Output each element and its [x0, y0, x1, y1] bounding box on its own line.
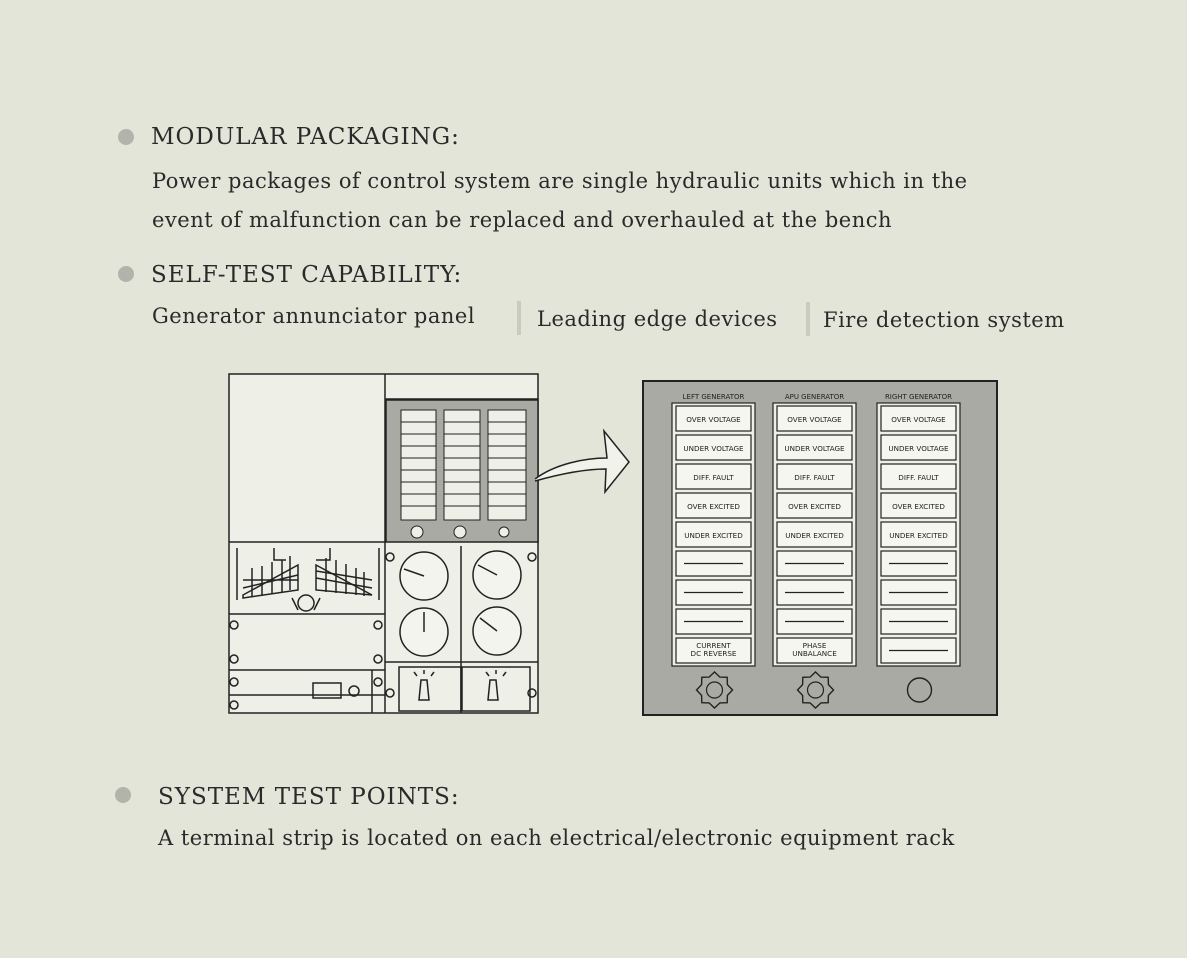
annunciator-light-label: DIFF. FAULT [898, 473, 939, 482]
annunciator-column-title: LEFT GENERATOR [682, 393, 745, 401]
section-heading-self-test: SELF-TEST CAPABILITY: [151, 262, 463, 288]
self-test-item-fire-detection: Fire detection system [823, 308, 1065, 332]
section-text-line: event of malfunction can be replaced and overhauled at the bench [152, 208, 893, 232]
annunciator-column-title: APU GENERATOR [784, 393, 845, 401]
annunciator-light-label: PHASE [802, 641, 827, 650]
annunciator-light-label: CURRENT [696, 641, 731, 650]
annunciator-light-label: UNDER VOLTAGE [888, 444, 949, 453]
annunciator-light-label: DC REVERSE [690, 649, 737, 658]
annunciator-light-label: UNDER EXCITED [684, 531, 743, 540]
annunciator-light-label: OVER VOLTAGE [686, 415, 741, 424]
annunciator-light-label: DIFF. FAULT [693, 473, 734, 482]
annunciator-light-label: OVER EXCITED [892, 502, 945, 511]
section-text-line: Power packages of control system are single hydraulic units which in the [152, 169, 968, 193]
self-test-item-generator: Generator annunciator panel [152, 304, 476, 328]
annunciator-light-label: UNDER EXCITED [785, 531, 844, 540]
section-heading-modular-packaging: MODULAR PACKAGING: [151, 124, 460, 150]
annunciator-light-label: OVER EXCITED [788, 502, 841, 511]
annunciator-light-label: OVER VOLTAGE [787, 415, 842, 424]
annunciator-light-label: UNDER VOLTAGE [784, 444, 845, 453]
rack-annunciator-lights [401, 410, 526, 538]
annunciator-light-label: UNDER EXCITED [889, 531, 948, 540]
section-text-line: A terminal strip is located on each electrical/electronic equipment rack [158, 826, 955, 850]
annunciator-light-label: OVER VOLTAGE [891, 415, 946, 424]
annunciator-light-label: OVER EXCITED [687, 502, 740, 511]
annunciator-light-label: UNBALANCE [792, 649, 837, 658]
annunciator-light-label: UNDER VOLTAGE [683, 444, 744, 453]
arrow-icon [535, 431, 629, 492]
section-heading-test-points: SYSTEM TEST POINTS: [158, 784, 460, 810]
annunciator-light-label: DIFF. FAULT [794, 473, 835, 482]
self-test-item-leading-edge: Leading edge devices [537, 307, 778, 331]
annunciator-column-title: RIGHT GENERATOR [884, 393, 953, 401]
